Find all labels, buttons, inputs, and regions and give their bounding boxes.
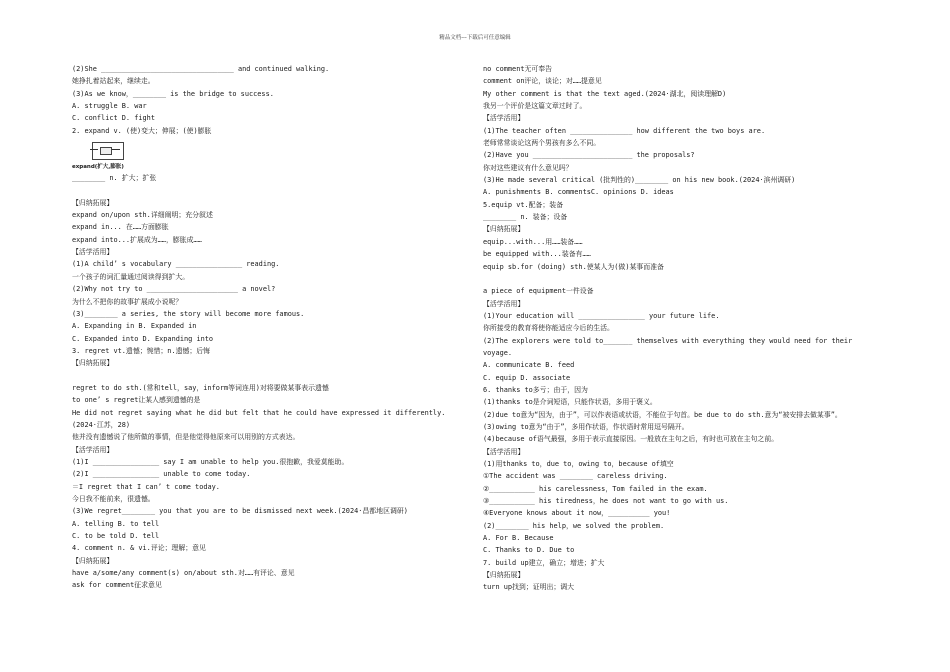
section-heading: 【活学活用】 <box>483 114 525 123</box>
text-line: equip...with...用……装备…… <box>483 237 583 246</box>
text-line: expand into...扩展成为……，膨胀成…… <box>72 235 202 244</box>
page-header: 精品文档---下载后可任意编辑 <box>439 35 511 41</box>
option-line: C. Thanks to D. Due to <box>483 546 575 555</box>
text-line: 你对这些建议有什么意见吗？ <box>483 163 573 172</box>
text-line: ask for comment征求意见 <box>72 581 162 590</box>
option-line: A. Expanding in B. Expanded in <box>72 322 197 331</box>
text-line: expand in... 在……方面膨胀 <box>72 223 169 232</box>
text-line: (2)________ his help，we solved the problem. <box>483 521 665 530</box>
option-line: C. Expanded into D. Expanding into <box>72 334 214 343</box>
option-line: A. telling B. to tell <box>72 519 160 528</box>
text-line: (1)thanks to是介词短语，只能作状语，多用于褒义。 <box>483 398 657 407</box>
text-line: (2)I ________________ unable to come today. <box>72 470 251 479</box>
text-line: 老师常常谈论这两个男孩有多么不同。 <box>483 139 601 148</box>
option-line: A. struggle B. war <box>72 102 147 111</box>
text-line: comment on评论，谈论；对……提意见 <box>483 77 602 86</box>
text-line: ④Everyone knows about it now，__________ you! <box>483 509 671 518</box>
text-line: (2)The explorers were told to_______ themselves with everything they would need for their voyage. <box>483 336 853 357</box>
text-line: no comment无可奉告 <box>483 65 553 73</box>
option-line: C. to be told D. tell <box>72 532 160 541</box>
vocab-heading: 5.equip vt.配备；装备 <box>483 200 564 209</box>
option-line: A. communicate B. feed <box>483 361 575 370</box>
option-line: A. punishments B. commentsC. opinions D. ideas <box>483 188 674 197</box>
vocab-heading: 4. comment n. & vi.评论；理解；意见 <box>72 544 206 553</box>
figure-caption: expand(扩大,膨胀) <box>72 164 124 171</box>
section-heading: 【活学活用】 <box>72 445 114 454</box>
section-heading: 【归纳拓展】 <box>72 198 114 207</box>
left-column <box>72 63 467 592</box>
text-line: (2)due to意为“因为，由于”，可以作表语或状语，不能位于句首。be due to do sth.意为“被安排去做某事”。 <box>483 410 842 419</box>
text-line: He did not regret saying what he did but felt that he could have expressed it differently. <box>72 408 446 417</box>
section-heading: 【归纳拓展】 <box>483 571 525 580</box>
text-line: (2)Why not try to ______________________ a novel? <box>72 285 276 294</box>
text-line: 今日我不能前来，很遗憾。 <box>72 495 155 503</box>
text-line: equip sb.for (doing) sth.使某人为(做)某事而准备 <box>483 262 664 271</box>
text-line: ________ n. 装备；设备 <box>483 213 568 222</box>
section-heading: 【归纳拓展】 <box>483 225 525 234</box>
section-heading: 【归纳拓展】 <box>72 556 114 565</box>
text-line: (1)A child’ s vocabulary ________________ reading. <box>72 260 280 269</box>
text-line: (3)owing to意为“由于”，多用作状语，作状语时常用逗号隔开。 <box>483 422 689 431</box>
expand-illustration <box>86 140 130 162</box>
section-heading: 【活学活用】 <box>72 248 114 257</box>
text-line: (1)The teacher often _______________ how different the two boys are. <box>483 126 766 135</box>
vocab-heading: 3. regret vt.遗憾；惋惜；n.遗憾；后悔 <box>72 346 211 355</box>
text-line: (1)Your education will ________________ your future life. <box>483 311 720 320</box>
text-line: 为什么不把你的故事扩展成小说呢？ <box>72 297 183 306</box>
text-line: ＝I regret that I can’ t come today. <box>72 482 220 491</box>
right-column <box>483 63 878 594</box>
option-line: C. equip D. associate <box>483 373 571 382</box>
text-line: 他并没有遗憾说了他所做的事情，但是他觉得他原来可以用别的方式表达。 <box>72 433 300 442</box>
text-line: 一个孩子的词汇量通过阅读得到扩大。 <box>72 272 190 281</box>
text-line: ①The accident was ________ careless driving. <box>483 472 668 481</box>
text-line: regret to do sth.(常和tell，say，inform等词连用)对将要做某事表示遗憾 <box>72 383 329 392</box>
text-line: be equipped with...装备有…… <box>483 250 591 259</box>
text-line: 她挣扎着站起来，继续走。 <box>72 77 155 86</box>
arrow-left-icon <box>90 149 98 150</box>
text-line: have a/some/any comment(s) on/about sth.对……有评论、意见 <box>72 569 295 578</box>
text-line: (3)We regret________ you that you are to be dismissed next week.(2024·昌都地区调研) <box>72 507 408 516</box>
text-line: ③___________ his tiredness，he does not want to go with us. <box>483 497 729 506</box>
text-line: 我另一个评价是这篇文章过时了。 <box>483 102 587 111</box>
section-heading: 【归纳拓展】 <box>72 359 114 368</box>
section-heading: 【活学活用】 <box>483 299 525 308</box>
vocab-heading: 6. thanks to多亏；由于，因为 <box>483 385 588 394</box>
arrow-right-icon <box>112 149 120 150</box>
text-line: 你所接受的教育将使你能适应今后的生活。 <box>483 324 614 333</box>
section-heading: 【活学活用】 <box>483 447 525 456</box>
vocab-heading: 2. expand v. (使)变大；伸展；(使)膨胀 <box>72 126 212 135</box>
text-line: (3)As we know，________ is the bridge to success. <box>72 89 274 98</box>
text-line: (2024·江苏，28) <box>72 420 131 429</box>
text-line: to one’ s regret让某人感到遗憾的是 <box>72 396 201 405</box>
text-line: (3)He made several critical (批判性的)________ on his new book.(2024·滨州调研) <box>483 176 796 185</box>
text-line: (3)________ a series, the story will become more famous. <box>72 309 305 318</box>
text-line: (1)I ________________ say I am unable to help you.很抱歉，我爱莫能助。 <box>72 457 349 466</box>
text-line: (4)because of语气最强，多用于表示直接原因。一般放在主句之后，有时也可放在主句之前。 <box>483 435 779 444</box>
option-line: A. For B. Because <box>483 534 554 543</box>
option-line: C. conflict D. fight <box>72 114 155 123</box>
text-line: ②___________ his carelessness，Tom failed in the exam. <box>483 484 708 493</box>
inner-box-shape <box>100 147 112 155</box>
text-line: My other comment is that the text aged.(2024·湖北，阅读理解D) <box>483 89 727 98</box>
text-line: expand on/upon sth.详细阐明；充分叙述 <box>72 211 213 220</box>
text-line: (2)Have you ________________________ the proposals? <box>483 151 695 160</box>
text-line: (2)She ________________________________ and continued walking. <box>72 65 330 73</box>
text-line: a piece of equipment一件设备 <box>483 287 594 296</box>
text-line: turn up找到；证明出；调大 <box>483 583 575 592</box>
text-line: ________ n. 扩大；扩张 <box>72 174 157 183</box>
vocab-heading: 7. build up建立，确立；增进；扩大 <box>483 558 605 567</box>
text-line: (1)用thanks to，due to，owing to，because of填空 <box>483 460 674 468</box>
